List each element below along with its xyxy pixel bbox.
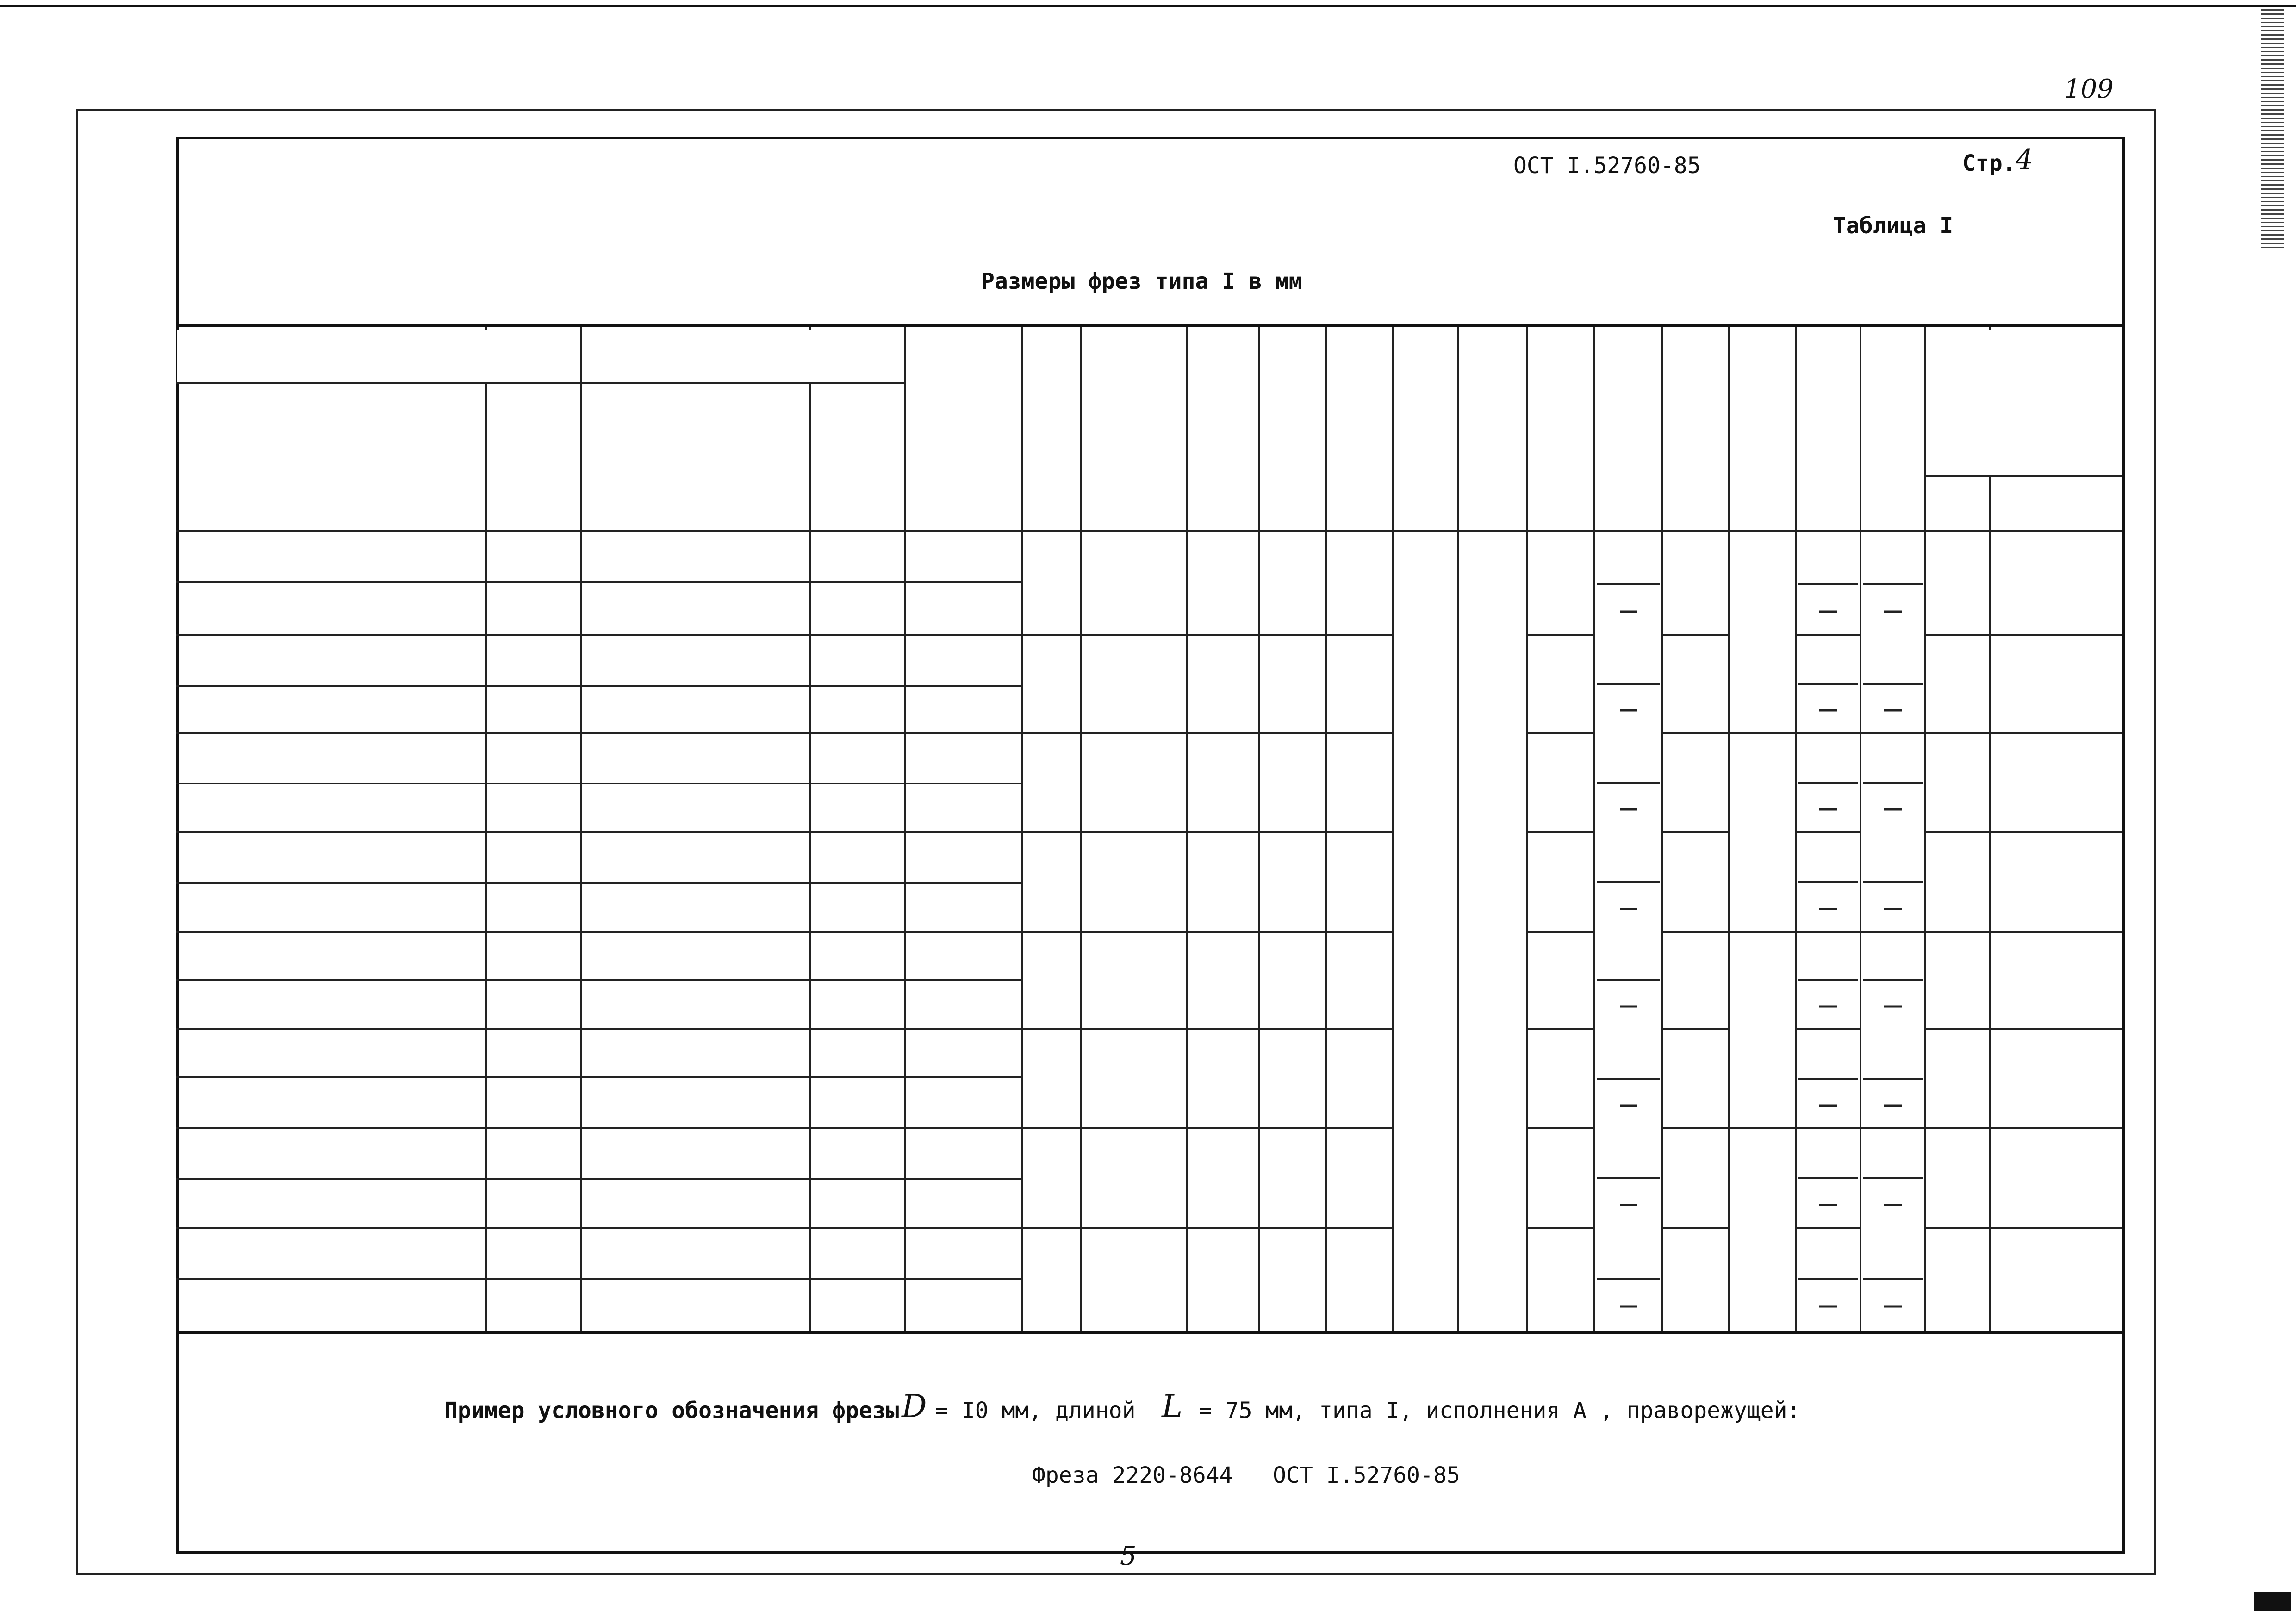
group-line [1527,732,1594,734]
dash-mark [1884,1306,1902,1308]
dash-mark [1620,1005,1637,1007]
value-underline [1863,1177,1923,1179]
group-line [1662,931,1729,933]
column-divider [1325,327,1327,1331]
group-line [1662,732,1729,734]
example-designation: Фреза 2220-8644 ОСТ I.52760-85 [1032,1462,1460,1488]
value-underline [1798,583,1858,585]
column-divider [1728,327,1730,1331]
group-line [1022,1028,1326,1030]
dash-mark [1819,1104,1837,1107]
group-line [1796,1028,1860,1030]
value-underline [1597,782,1660,784]
span-line [1729,1127,1796,1129]
column-divider [485,327,487,1331]
column-divider [1593,327,1595,1331]
row-line [176,685,1022,687]
dash-mark [1884,908,1902,910]
value-underline [1863,782,1923,784]
column-divider [1021,327,1023,1331]
span-cover [582,330,903,382]
header-bottom-line [176,530,2122,532]
header-divider [1925,475,2122,477]
group-line [1662,831,1729,833]
column-divider [1860,327,1861,1331]
group-line [1662,1227,1729,1229]
group-line [1662,1127,1729,1129]
group-line [1925,732,2122,734]
value-underline [1863,1078,1923,1080]
span-line [1729,732,1796,734]
scan-edge-marks [2261,9,2284,250]
span-line [1326,931,1393,933]
column-divider [1989,327,1991,1331]
row-line [176,1076,1022,1078]
group-line [1925,1028,2122,1030]
page-number: 109 [2064,74,2114,104]
value-underline [1863,683,1923,685]
group-line [1796,1227,1860,1229]
value-underline [1798,881,1858,883]
column-divider [1186,327,1188,1331]
span-line [1729,931,1796,933]
column-divider [1392,327,1394,1331]
group-line [1662,634,1729,636]
dash-mark [1884,808,1902,810]
sheet-mark: 5 [1120,1541,1137,1571]
group-line [1527,831,1594,833]
table-title: Размеры фрез типа I в мм [981,268,1302,294]
value-underline [1798,683,1858,685]
dash-mark [1620,1104,1637,1107]
column-divider [1795,327,1797,1331]
group-line [1022,931,1326,933]
group-line [1326,634,1393,636]
group-line [1527,1127,1594,1129]
span-line [1860,1127,1925,1129]
column-divider [1457,327,1459,1331]
row-line [176,1227,1022,1229]
value-underline [1597,881,1660,883]
dash-mark [1819,1306,1837,1308]
row-line [176,732,1022,734]
row-line [176,783,1022,784]
span-line [1326,732,1393,734]
group-line [1796,1127,1860,1129]
value-underline [1798,782,1858,784]
span-cover [177,330,579,382]
value-underline [1863,1278,1923,1280]
row-line [176,831,1022,833]
column-divider [580,327,582,1331]
group-line [1022,732,1326,734]
value-underline [1597,979,1660,981]
span-cover [1927,330,2121,475]
dash-mark [1819,1204,1837,1206]
column-divider [1661,327,1663,1331]
dash-mark [1884,1005,1902,1007]
value-underline [1597,583,1660,585]
dash-mark [1884,1104,1902,1107]
dash-mark [1884,1204,1902,1206]
value-underline [1597,683,1660,685]
span-line [1326,1127,1393,1129]
dash-mark [1884,610,1902,613]
row-line [176,1178,1022,1180]
example-text-c: = 75 мм, типа I, исполнения А , праворежущей: [1199,1398,1801,1424]
column-divider [809,327,811,1331]
standard-code: ОСТ I.52760-85 [1513,153,1701,179]
value-underline [1863,583,1923,585]
example-symbol-d: D [902,1388,927,1425]
column-divider [1924,327,1926,1331]
dimensions-table [176,324,2122,1334]
group-line [1326,1227,1393,1229]
example-text-b: = I0 мм, длиной [935,1398,1136,1424]
dash-mark [1620,709,1637,711]
dash-mark [1620,808,1637,810]
value-underline [1798,1078,1858,1080]
top-rule [0,5,2296,7]
example-text-a: Пример условного обозначения фрезы [444,1398,899,1424]
column-divider [1080,327,1082,1331]
dash-mark [1819,808,1837,810]
dash-mark [1819,709,1837,711]
row-line [176,1028,1022,1030]
value-underline [1798,979,1858,981]
value-underline [1863,979,1923,981]
dash-mark [1620,1306,1637,1308]
row-line [176,1278,1022,1280]
dash-mark [1819,610,1837,613]
dash-mark [1884,709,1902,711]
group-line [1662,1028,1729,1030]
dash-mark [1819,908,1837,910]
group-line [1022,831,1326,833]
group-line [1527,931,1594,933]
column-divider [904,327,906,1331]
row-line [176,634,1022,636]
value-underline [1597,1177,1660,1179]
span-line [1860,732,1925,734]
value-underline [1863,881,1923,883]
group-line [1022,634,1326,636]
example-symbol-l: L [1162,1388,1183,1425]
group-line [1925,1127,2122,1129]
group-line [1925,931,2122,933]
group-line [1925,634,2122,636]
table-label: Таблица I [1833,213,1954,239]
group-line [1527,1028,1594,1030]
page-value: 4 [2016,143,2034,176]
dash-mark [1620,610,1637,613]
column-divider [1258,327,1260,1331]
dash-mark [1819,1005,1837,1007]
group-line [1326,1028,1393,1030]
row-line [176,882,1022,884]
header-divider [176,382,905,384]
group-line [1796,634,1860,636]
dash-mark [1620,908,1637,910]
value-underline [1597,1078,1660,1080]
span-line [1860,931,1925,933]
group-line [1527,634,1594,636]
row-line [176,979,1022,981]
dash-mark [1620,1204,1637,1206]
row-line [176,581,1022,583]
row-line [176,931,1022,933]
column-divider [1526,327,1528,1331]
value-underline [1798,1177,1858,1179]
group-line [1326,831,1393,833]
group-line [1796,732,1860,734]
scan-corner-mark [2254,1592,2291,1611]
group-line [1796,831,1860,833]
group-line [1022,1227,1326,1229]
group-line [1796,931,1860,933]
value-underline [1597,1278,1660,1280]
group-line [1925,831,2122,833]
group-line [1022,1127,1326,1129]
group-line [1925,1227,2122,1229]
row-line [176,1127,1022,1129]
value-underline [1798,1278,1858,1280]
page-label: Стр. [1962,150,2016,176]
group-line [1527,1227,1594,1229]
